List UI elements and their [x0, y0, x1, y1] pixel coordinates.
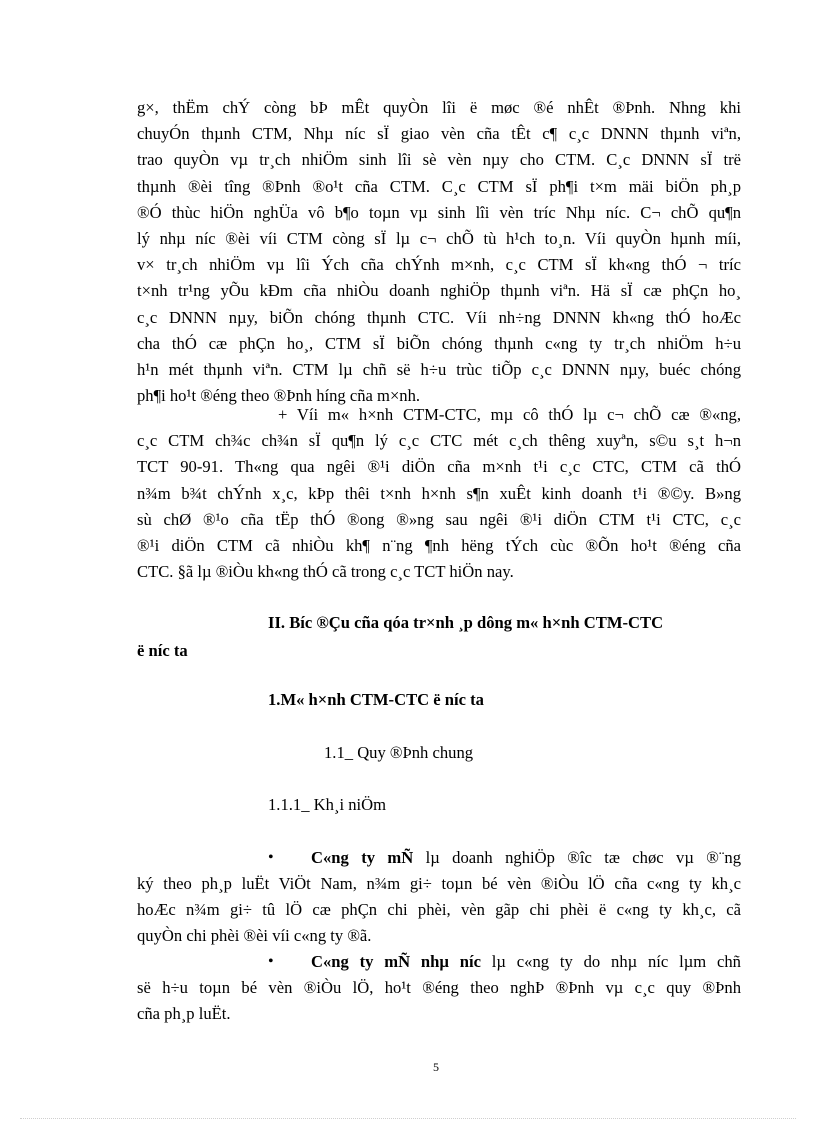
text-line: c¸c DNNN nµy, biÕn chóng thµnh CTC. Víi nh÷ng DNNN kh«ng thÓ hoÆc [137, 307, 741, 327]
subsection-1-1-title: 1.1_ Quy ®Þnh chung [324, 743, 474, 762]
text-line: sù chØ ®¹o cña tËp thÓ ®ong ®»ng sau ngêi ®¹i diÖn CTM t¹i CTC, c¸c [137, 509, 741, 529]
bullet-icon: • [268, 849, 274, 866]
text-line: hoÆc n¾m gi÷ tû lÖ cæ phÇn chi phèi, vèn gãp chi phèi ë c«ng ty kh¸c, cã [137, 900, 741, 919]
text-line: ®¹i diÖn CTM cã nhiÒu kh¶ n¨ng ¶nh hëng tÝch cùc ®Õn ho¹t ®éng cña [137, 536, 741, 555]
bullet-1-first-line [311, 848, 741, 868]
bullet-1-first-line-text: lµ doanh nghiÖp ®îc tæ chøc vµ ®¨ng [413, 848, 741, 867]
text-line: g×, thËm chÝ còng bÞ mÊt quyÒn lîi ë møc ®é nhÊt ®Þnh. Nhng khi [137, 98, 741, 117]
text-line: + Víi m« h×nh CTM-CTC, mµ cô thÓ lµ c¬ chÕ cæ ®«ng, [278, 405, 741, 424]
text-line: ký theo ph¸p luËt ViÖt Nam, n¾m gi÷ toµn bé vèn ®iÒu lÖ cña c«ng ty kh¸c [137, 874, 741, 893]
text-line: cha thÓ cæ phÇn ho¸, CTM sÏ biÕn chóng thµnh c«ng ty tr¸ch nhiÖm h÷u [137, 333, 741, 353]
bullet-1-term: C«ng ty mÑ [311, 848, 414, 867]
text-line: së h÷u toµn bé vèn ®iÒu lÖ, ho¹t ®éng theo nghÞ ®Þnh vµ c¸c quy ®Þnh [137, 978, 741, 997]
text-line: v× tr¸ch nhiÖm vµ lîi Ých cña chÝnh m×nh, c¸c CTM sÏ kh«ng thÓ ¬ tríc [137, 255, 741, 275]
text-line: quyÒn chi phèi ®èi víi c«ng ty ®ã. [137, 926, 372, 945]
text-line: t×nh tr¹ng yÕu kÐm cña nhiÒu doanh nghiÖp thµnh viªn. Hä sÏ cæ phÇn ho¸ [137, 281, 741, 301]
text-line: c¸c CTM ch¾c ch¾n sÏ qu¶n lý c¸c CTC mét c¸ch thêng xuyªn, s©u s¸t h¬n [137, 431, 741, 451]
text-line: TCT 90-91. Th«ng qua ngêi ®¹i diÖn cña m×nh t¹i c¸c CTC, CTM cã thÓ [137, 457, 741, 477]
page-bottom-rule [20, 1118, 796, 1119]
text-line: ®Ó thùc hiÖn nghÜa vô b¶o toµn vµ sinh lîi vèn tríc Nhµ níc. C¬ chÕ qu¶n [137, 202, 741, 222]
text-line: lý nhµ níc ®èi víi CTM còng sÏ lµ c¬ chÕ tù h¹ch to¸n. Víi quyÒn hµnh míi, [137, 229, 741, 248]
page-number: 5 [433, 1060, 439, 1074]
subsection-1-1-1-title: 1.1.1_ Kh¸i niÖm [268, 795, 386, 814]
bullet-icon: • [268, 953, 274, 970]
text-line: n¾m b¾t chÝnh x¸c, kÞp thêi t×nh h×nh s¶n xuÊt kinh doanh t¹i ®©y. B»ng [137, 483, 741, 503]
bullet-2-first-line-text: lµ c«ng ty do nhµ níc lµm chñ [480, 952, 741, 971]
text-line: h¹n mét thµnh viªn. CTM lµ chñ së h÷u trùc tiÕp c¸c DNNN nµy, buéc chóng [137, 360, 741, 379]
subsection-1-title: 1.M« h×nh CTM-CTC ë níc ta [268, 690, 484, 709]
text-line: thµnh ®èi tîng ®Þnh ®o¹t cña CTM. C¸c CTM sÏ ph¶i t×m mäi biÖn ph¸p [137, 176, 741, 196]
text-line: cña ph¸p luËt. [137, 1004, 231, 1023]
text-line: chuyÓn thµnh CTM, Nhµ níc sÏ giao vèn cña tÊt c¶ c¸c DNNN thµnh viªn, [137, 124, 741, 144]
bullet-2-term: C«ng ty mÑ nhµ níc [311, 952, 481, 971]
section-2-title-line-1: II. Bíc ®Çu cña qóa tr×nh ¸p dông m« h×nh CTM-CTC [268, 613, 664, 632]
section-2-title-line-2: ë níc ta [137, 641, 188, 660]
bullet-2-first-line [311, 952, 741, 972]
text-line: trao quyÒn vµ tr¸ch nhiÖm sinh lîi sè vèn nµy cho CTM. C¸c DNNN sÏ trë [137, 150, 741, 170]
text-line: ph¶i ho¹t ®éng theo ®Þnh híng cña m×nh. [137, 386, 421, 406]
text-line: CTC. §ã lµ ®iÒu kh«ng thÓ cã trong c¸c TCT hiÖn nay. [137, 562, 514, 582]
